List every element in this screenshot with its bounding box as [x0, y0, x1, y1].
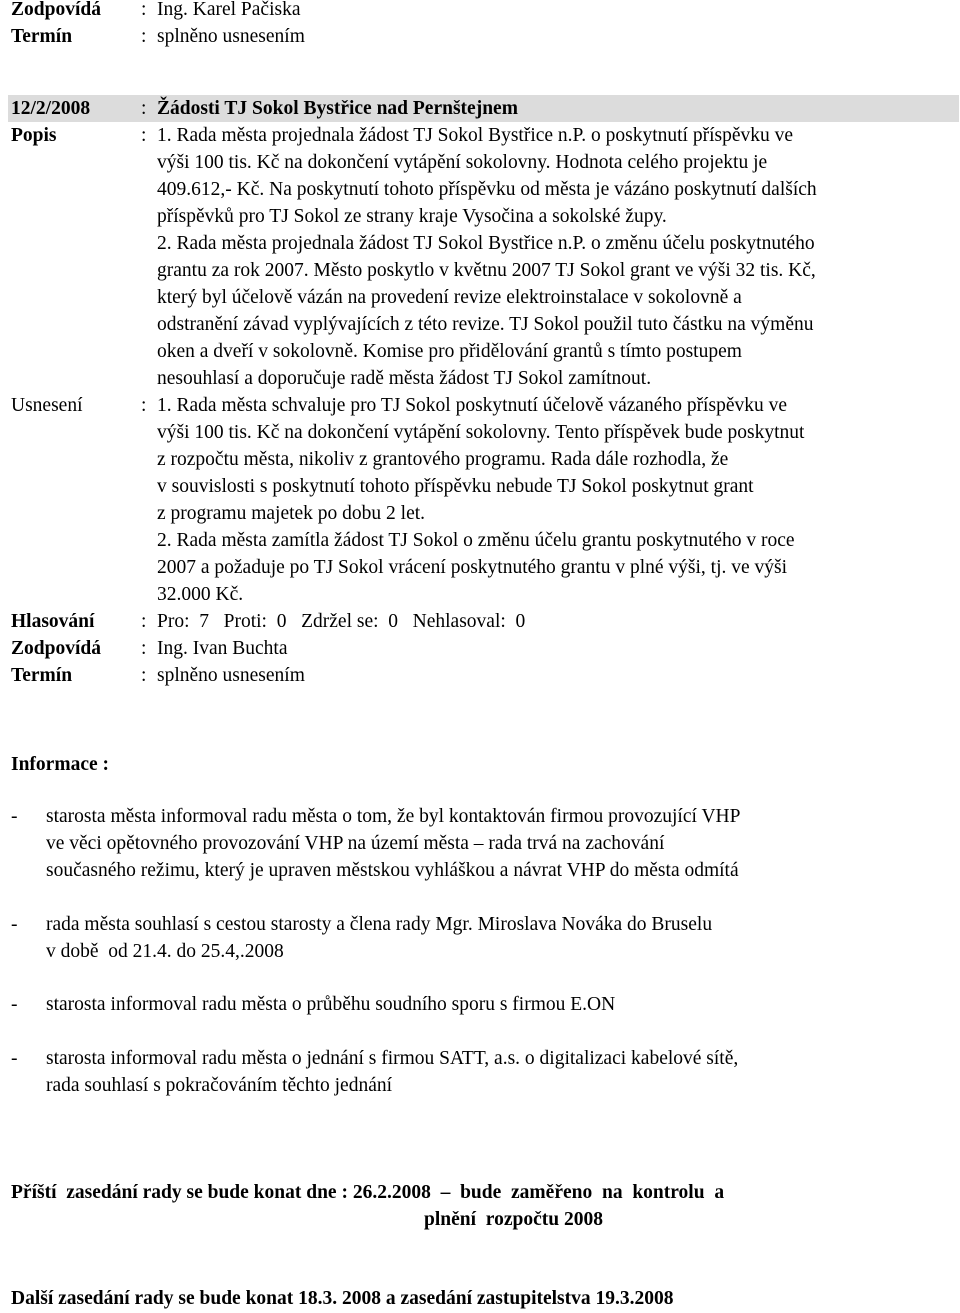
info-line: ve věci opětovného provozování VHP na území města – rada trvá na zachování: [46, 833, 665, 854]
popis-line: odstranění závad vyplývajících z této revize. TJ Sokol použil tuto částku na výměnu: [157, 314, 814, 335]
popis-line: grantu za rok 2007. Město poskytlo v květnu 2007 TJ Sokol grant ve výši 32 tis. Kč,: [157, 260, 816, 281]
resolution-item: 12/2/2008 : Žádosti TJ Sokol Bystřice nad Pernštejnem Popis : 1. Rada města projednala žádost TJ Sokol Bystřice n.P. o poskytnutí příspěvku ve výši 100 tis. Kč na dokončení vytápění sokolovny. Hodnota celého projektu je 409.612,- Kč. Na poskytnutí tohoto příspěvku od města je vázáno poskytnutí dalších příspěvků pro TJ Sokol ze strany kraje Vysočina a sokolské župy. 2. Rada města projednala žádost TJ Sokol Bystřice n.P. o změnu účelu poskytnutého grantu za rok 2007. Město poskytlo v květnu 2007 TJ Sokol grant ve výši 32 tis. Kč, který byl účelově vázán na provedení revize elektroinstalace v sokolovně a odstranění závad vyplývajících z této revize. TJ Sokol použil tuto částku na výměnu oken a dveří v sokolovně. Komise pro přidělování grantů s tímto postupem nesouhlasí a doporučuje radě města žádost TJ Sokol zamítnout. Usnesení : 1. Rada města schvaluje pro TJ Sokol poskytnutí účelově vázaného příspěvku ve výši 100 tis. Kč na dokončení vytápění sokolovny. Tento příspěvek bude poskytnut z rozpočtu města, nikoliv z grantového programu. Rada dále rozhodla, že v souvislosti s poskytnutí tohoto příspěvku nebude TJ Sokol poskytnut grant z programu majetek po dobu 2 let. 2. Rada města zamítla žádost TJ Sokol o změnu účelu grantu poskytnutého v roce 2007 a požaduje po TJ Sokol vrácení poskytnutého grantu v plné výši, tj. ve výši 32.000 Kč. Hlasování : Pro: 7 Proti: 0 Zdržel se: 0 Nehlasoval: 0 Zodpovídá : Ing. Ivan Buchta Termín : splněno usnesením: [11, 95, 951, 689]
popis-line: 1. Rada města projednala žádost TJ Sokol Bystřice n.P. o poskytnutí příspěvku ve: [157, 125, 794, 146]
info-item: - starosta informoval radu města o jednání s firmou SATT, a.s. o digitalizaci kabelové sítě, rada souhlasí s pokračováním těchto jednání: [11, 1045, 951, 1099]
usneseni-line: z rozpočtu města, nikoliv z grantového programu. Rada dále rozhodla, že: [157, 449, 729, 470]
termin-value: splněno usnesením: [157, 665, 305, 686]
usneseni-label: Usnesení: [11, 395, 83, 416]
popis-line: nesouhlasí a doporučuje radě města žádost TJ Sokol zamítnout.: [157, 368, 652, 389]
info-line: rada souhlasí s pokračováním těchto jednání: [46, 1075, 393, 1096]
zodpovida-label: Zodpovídá: [11, 638, 101, 659]
termin-label: Termín: [11, 665, 73, 686]
info-line: v době od 21.4. do 25.4,.2008: [46, 941, 284, 962]
usneseni-line: 2007 a požaduje po TJ Sokol vrácení poskytnutého grantu v plné výši, tj. ve výši: [157, 557, 788, 578]
popis-text: [157, 122, 951, 392]
further-meetings: Další zasedání rady se bude konat 18.3. 2008 a zasedání zastupitelstva 19.3.2008: [11, 1288, 674, 1309]
info-line: starosta města informoval radu města o tom, že byl kontaktován firmou provozující VHP: [46, 806, 741, 827]
top-block: Zodpovídá : Ing. Karel Pačiska Termín : splněno usnesením: [11, 0, 951, 50]
popis-line: 2. Rada města projednala žádost TJ Sokol Bystřice n.P. o změnu účelu poskytnutého: [157, 233, 815, 254]
zodpovida-value: Ing. Karel Pačiska: [157, 0, 301, 20]
termin-value: splněno usnesením: [157, 26, 305, 47]
info-heading: Informace :: [11, 754, 110, 775]
info-item: - starosta informoval radu města o průběhu soudního sporu s firmou E.ON: [11, 991, 951, 1018]
popis-line: oken a dveří v sokolovně. Komise pro přidělování grantů s tímto postupem: [157, 341, 742, 362]
hlasovani-value: Pro: 7 Proti: 0 Zdržel se: 0 Nehlasoval: 0: [157, 611, 526, 632]
item-number: 12/2/2008: [11, 98, 91, 119]
info-item: - rada města souhlasí s cestou starosty a člena rady Mgr. Miroslava Nováka do Bruselu v době od 21.4. do 25.4,.2008: [11, 911, 951, 965]
next-meeting: [11, 1179, 951, 1233]
next-meeting-line: Příští zasedání rady se bude konat dne : 26.2.2008 – bude zaměřeno na kontrolu a: [11, 1182, 725, 1203]
usneseni-line: výši 100 tis. Kč na dokončení vytápění sokolovny. Tento příspěvek bude poskytnut: [157, 422, 805, 443]
usneseni-line: 2. Rada města zamítla žádost TJ Sokol o změnu účelu grantu poskytnutého v roce: [157, 530, 795, 551]
usneseni-line: 32.000 Kč.: [157, 584, 244, 605]
usneseni-text: [157, 392, 951, 608]
info-line: starosta informoval radu města o průběhu soudního sporu s firmou E.ON: [46, 994, 616, 1015]
zodpovida-value: Ing. Ivan Buchta: [157, 638, 288, 659]
zodpovida-label: Zodpovídá: [11, 0, 101, 20]
info-line: současného režimu, který je upraven městskou vyhláškou a návrat VHP do města odmítá: [46, 860, 739, 881]
next-meeting-line: plnění rozpočtu 2008: [424, 1209, 603, 1230]
info-line: starosta informoval radu města o jednání s firmou SATT, a.s. o digitalizaci kabelové sítě,: [46, 1048, 739, 1069]
popis-line: který byl účelově vázán na provedení revize elektroinstalace v sokolovně a: [157, 287, 742, 308]
item-title: Žádosti TJ Sokol Bystřice nad Pernštejnem: [157, 98, 518, 119]
hlasovani-label: Hlasování: [11, 611, 95, 632]
popis-line: 409.612,- Kč. Na poskytnutí tohoto příspěvku od města je vázáno poskytnutí dalších: [157, 179, 817, 200]
item-header: 12/2/2008 : Žádosti TJ Sokol Bystřice nad Pernštejnem: [8, 95, 959, 122]
usneseni-line: z programu majetek po dobu 2 let.: [157, 503, 426, 524]
info-line: rada města souhlasí s cestou starosty a člena rady Mgr. Miroslava Nováka do Bruselu: [46, 914, 713, 935]
info-item: - starosta města informoval radu města o tom, že byl kontaktován firmou provozující VHP ve věci opětovného provozování VHP na území města – rada trvá na zachování současného režimu, který je upraven městskou vyhláškou a návrat VHP do města odmítá: [11, 803, 951, 884]
popis-label: Popis: [11, 125, 57, 146]
usneseni-line: 1. Rada města schvaluje pro TJ Sokol poskytnutí účelově vázaného příspěvku ve: [157, 395, 787, 416]
popis-line: výši 100 tis. Kč na dokončení vytápění sokolovny. Hodnota celého projektu je: [157, 152, 768, 173]
termin-label: Termín: [11, 26, 73, 47]
popis-line: příspěvků pro TJ Sokol ze strany kraje Vysočina a sokolské župy.: [157, 206, 667, 227]
usneseni-line: v souvislosti s poskytnutí tohoto příspěvku nebude TJ Sokol poskytnut grant: [157, 476, 754, 497]
